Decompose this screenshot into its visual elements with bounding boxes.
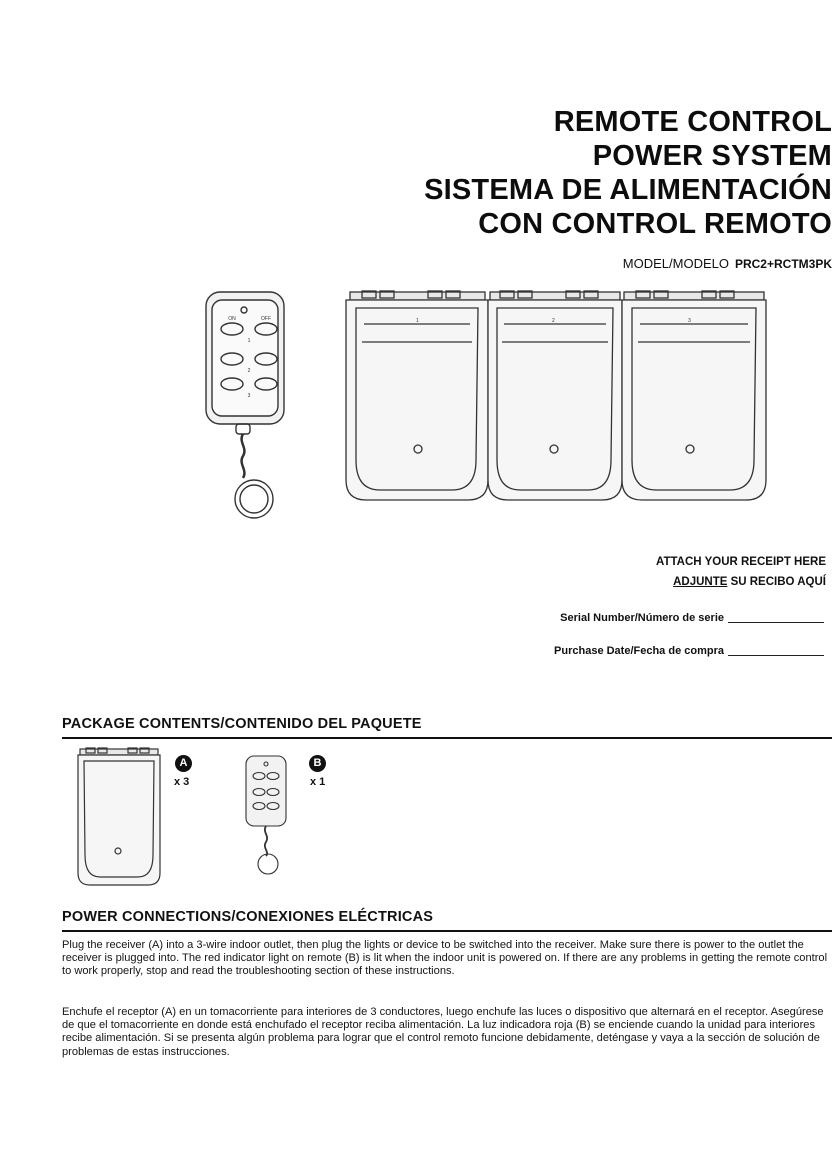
receipt-line-2	[656, 572, 826, 592]
purchase-date-blank[interactable]	[728, 655, 824, 656]
receiver-illustration-3	[622, 291, 766, 500]
serial-number-label: Serial Number/Número de serie	[560, 612, 724, 624]
serial-number-field[interactable]	[560, 612, 824, 624]
title-line-1: REMOTE CONTROL	[553, 106, 832, 138]
receipt-area	[656, 552, 826, 592]
model-code: PRC2+RCTM3PK	[734, 257, 832, 271]
model-line	[623, 256, 832, 271]
document-title	[362, 105, 832, 241]
model-label: MODEL/MODELO	[622, 256, 729, 271]
power-paragraph-english: Plug the receiver (A) into a 3-wire indoor outlet, then plug the lights or device to be switched into the receiver. Make sure there is power to the outlet the receiver is plugged into. The red indicator light on remote (B) is lit when the indoor unit is powered on. If there are any problems in getting the remote control to work properly, stop and read the troubleshooting section of these instructions.	[62, 939, 828, 978]
receiver-illustration-2	[488, 291, 622, 500]
remote-label-off: OFF	[261, 316, 271, 322]
receipt-line-2-underlined: ADJUNTE	[673, 576, 728, 588]
remote-label-row3: 3	[247, 393, 251, 399]
remote-label-row1: 1	[247, 338, 251, 344]
title-line-3: SISTEMA DE ALIMENTACIÓN	[424, 174, 832, 206]
power-paragraph-spanish: Enchufe el receptor (A) en un tomacorriente para interiores de 3 conductores, luego enchufe las luces o dispositivo que alternará en el receptor. Asegúrese de que el tomacorriente en donde está enchufado el receptor reciba alimentación. La luz indicadora roja (B) se enciende cuando la unidad para interiores recibe alimentación. Si se presenta algún problema para lograr que el control remoto funcione debidamente, deténgase y vaya a la sección de solución de problemas de estas instrucciones.	[62, 1006, 824, 1058]
power-connections-rule	[62, 930, 832, 932]
remote-label-row2: 2	[247, 368, 251, 374]
receiver-label-2: 2	[552, 318, 555, 324]
item-a-badge: A	[175, 755, 192, 772]
item-b-badge: B	[309, 755, 326, 772]
remote-label-on: ON	[228, 316, 236, 322]
package-contents-rule	[62, 737, 832, 739]
package-contents-heading: PACKAGE CONTENTS/CONTENIDO DEL PAQUETE	[62, 716, 422, 732]
receiver-item-illustration	[70, 745, 170, 890]
remote-item-illustration	[240, 752, 300, 877]
item-b-quantity: x 1	[310, 776, 326, 788]
title-line-2: POWER SYSTEM	[592, 140, 832, 172]
receipt-line-1: ATTACH YOUR RECEIPT HERE	[656, 556, 826, 568]
product-illustration	[0, 280, 832, 520]
receipt-line-2-rest: SU RECIBO AQUÍ	[727, 576, 826, 588]
item-a-quantity: x 3	[174, 776, 190, 788]
receiver-label-3: 3	[688, 318, 691, 324]
remote-illustration	[206, 292, 284, 518]
power-connections-heading: POWER CONNECTIONS/CONEXIONES ELÉCTRICAS	[62, 909, 434, 925]
serial-number-blank[interactable]	[728, 622, 824, 623]
title-line-4: CON CONTROL REMOTO	[478, 208, 832, 240]
purchase-date-label: Purchase Date/Fecha de compra	[554, 645, 724, 657]
purchase-date-field[interactable]	[554, 645, 824, 657]
receiver-label-1: 1	[416, 318, 419, 324]
